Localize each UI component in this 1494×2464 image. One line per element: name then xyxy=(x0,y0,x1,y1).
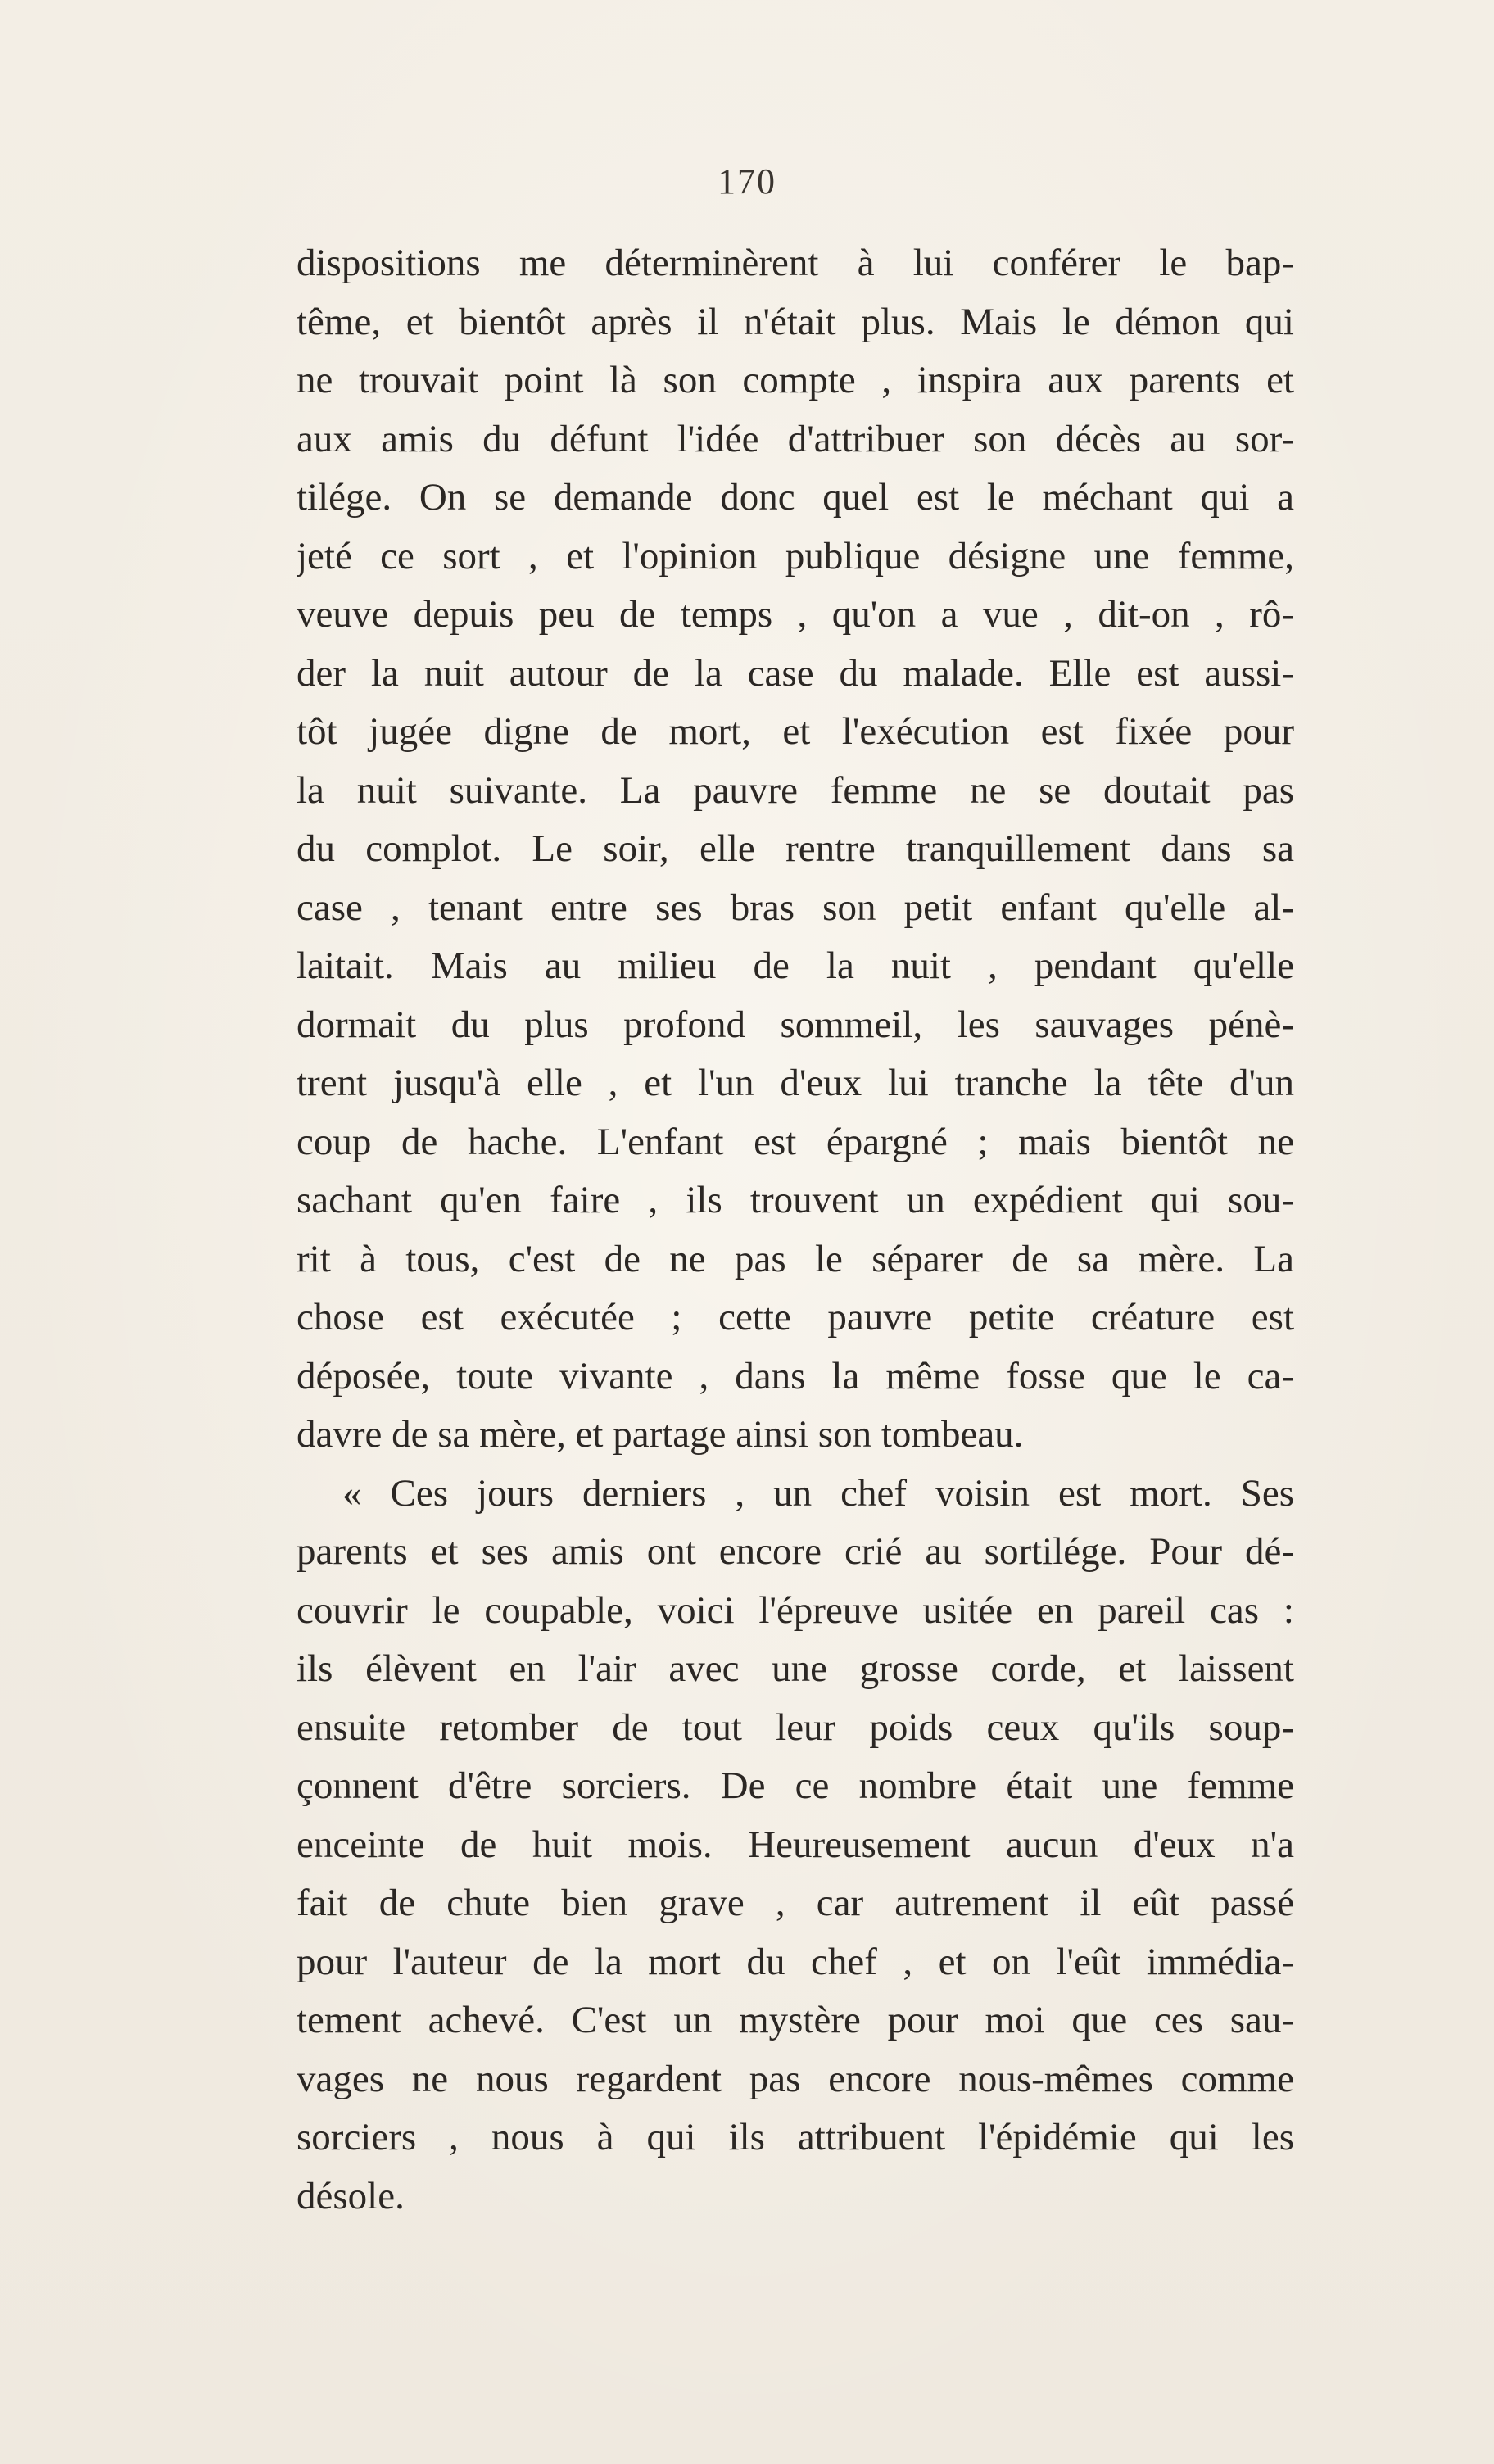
text-line: déposée, toute vivante , dans la même fosse que le ca- xyxy=(297,1354,1294,1397)
text-line: veuve depuis peu de temps , qu'on a vue , dit-on , rô- xyxy=(297,593,1294,636)
text-line: pour l'auteur de la mort du chef , et on l'eût immédia- xyxy=(297,1940,1294,1983)
text-line: « Ces jours derniers , un chef voisin est mort. Ses xyxy=(342,1471,1294,1515)
text-line: parents et ses amis ont encore crié au sortilége. Pour dé- xyxy=(297,1530,1294,1573)
text-line: aux amis du défunt l'idée d'attribuer son décès au sor- xyxy=(297,417,1294,460)
text-line: sachant qu'en faire , ils trouvent un expédient qui sou- xyxy=(297,1179,1294,1221)
text-line: tôt jugée digne de mort, et l'exécution est fixée pour xyxy=(297,710,1294,753)
text-line: rit à tous, c'est de ne pas le séparer de sa mère. La xyxy=(297,1237,1294,1280)
page-number: 170 xyxy=(718,161,776,202)
body-text xyxy=(297,234,1294,2226)
text-line: coup de hache. L'enfant est épargné ; mais bientôt ne xyxy=(297,1120,1294,1163)
text-line: ne trouvait point là son compte , inspira aux parents et xyxy=(297,359,1294,401)
text-line: laitait. Mais au milieu de la nuit , pendant qu'elle xyxy=(297,944,1294,987)
text-line: chose est exécutée ; cette pauvre petite créature est xyxy=(297,1296,1294,1338)
text-line: fait de chute bien grave , car autrement il eût passé xyxy=(297,1882,1294,1924)
text-line: dormait du plus profond sommeil, les sauvages pénè- xyxy=(297,1003,1294,1046)
text-line: trent jusqu'à elle , et l'un d'eux lui tranche la tête d'un xyxy=(297,1062,1294,1104)
text-line: la nuit suivante. La pauvre femme ne se doutait pas xyxy=(297,768,1294,812)
text-line: du complot. Le soir, elle rentre tranquillement dans sa xyxy=(297,827,1294,870)
text-line: jeté ce sort , et l'opinion publique désigne une femme, xyxy=(297,534,1294,578)
text-line: case , tenant entre ses bras son petit enfant qu'elle al- xyxy=(297,886,1294,929)
text-line: tilége. On se demande donc quel est le méchant qui a xyxy=(297,476,1294,519)
text-line: tement achevé. C'est un mystère pour moi que ces sau- xyxy=(297,1999,1294,2041)
text-line: couvrir le coupable, voici l'épreuve usitée en pareil cas : xyxy=(297,1588,1294,1632)
text-line: vages ne nous regardent pas encore nous-mêmes comme xyxy=(297,2057,1294,2100)
text-line: sorciers , nous à qui ils attribuent l'épidémie qui les xyxy=(297,2116,1294,2158)
text-line: enceinte de huit mois. Heureusement aucun d'eux n'a xyxy=(297,1823,1294,1866)
text-line: davre de sa mère, et partage ainsi son tombeau. xyxy=(297,1413,1024,1456)
text-line: der la nuit autour de la case du malade. Elle est aussi- xyxy=(297,651,1294,695)
text-line: ensuite retomber de tout leur poids ceux qu'ils soup- xyxy=(297,1705,1294,1749)
text-line: dispositions me déterminèrent à lui conférer le bap- xyxy=(297,242,1294,284)
text-line: çonnent d'être sorciers. De ce nombre était une femme xyxy=(297,1764,1294,1807)
text-line: tême, et bientôt après il n'était plus. Mais le démon qui xyxy=(297,300,1294,343)
text-line: désole. xyxy=(297,2174,405,2217)
text-line: ils élèvent en l'air avec une grosse corde, et laissent xyxy=(297,1647,1294,1690)
